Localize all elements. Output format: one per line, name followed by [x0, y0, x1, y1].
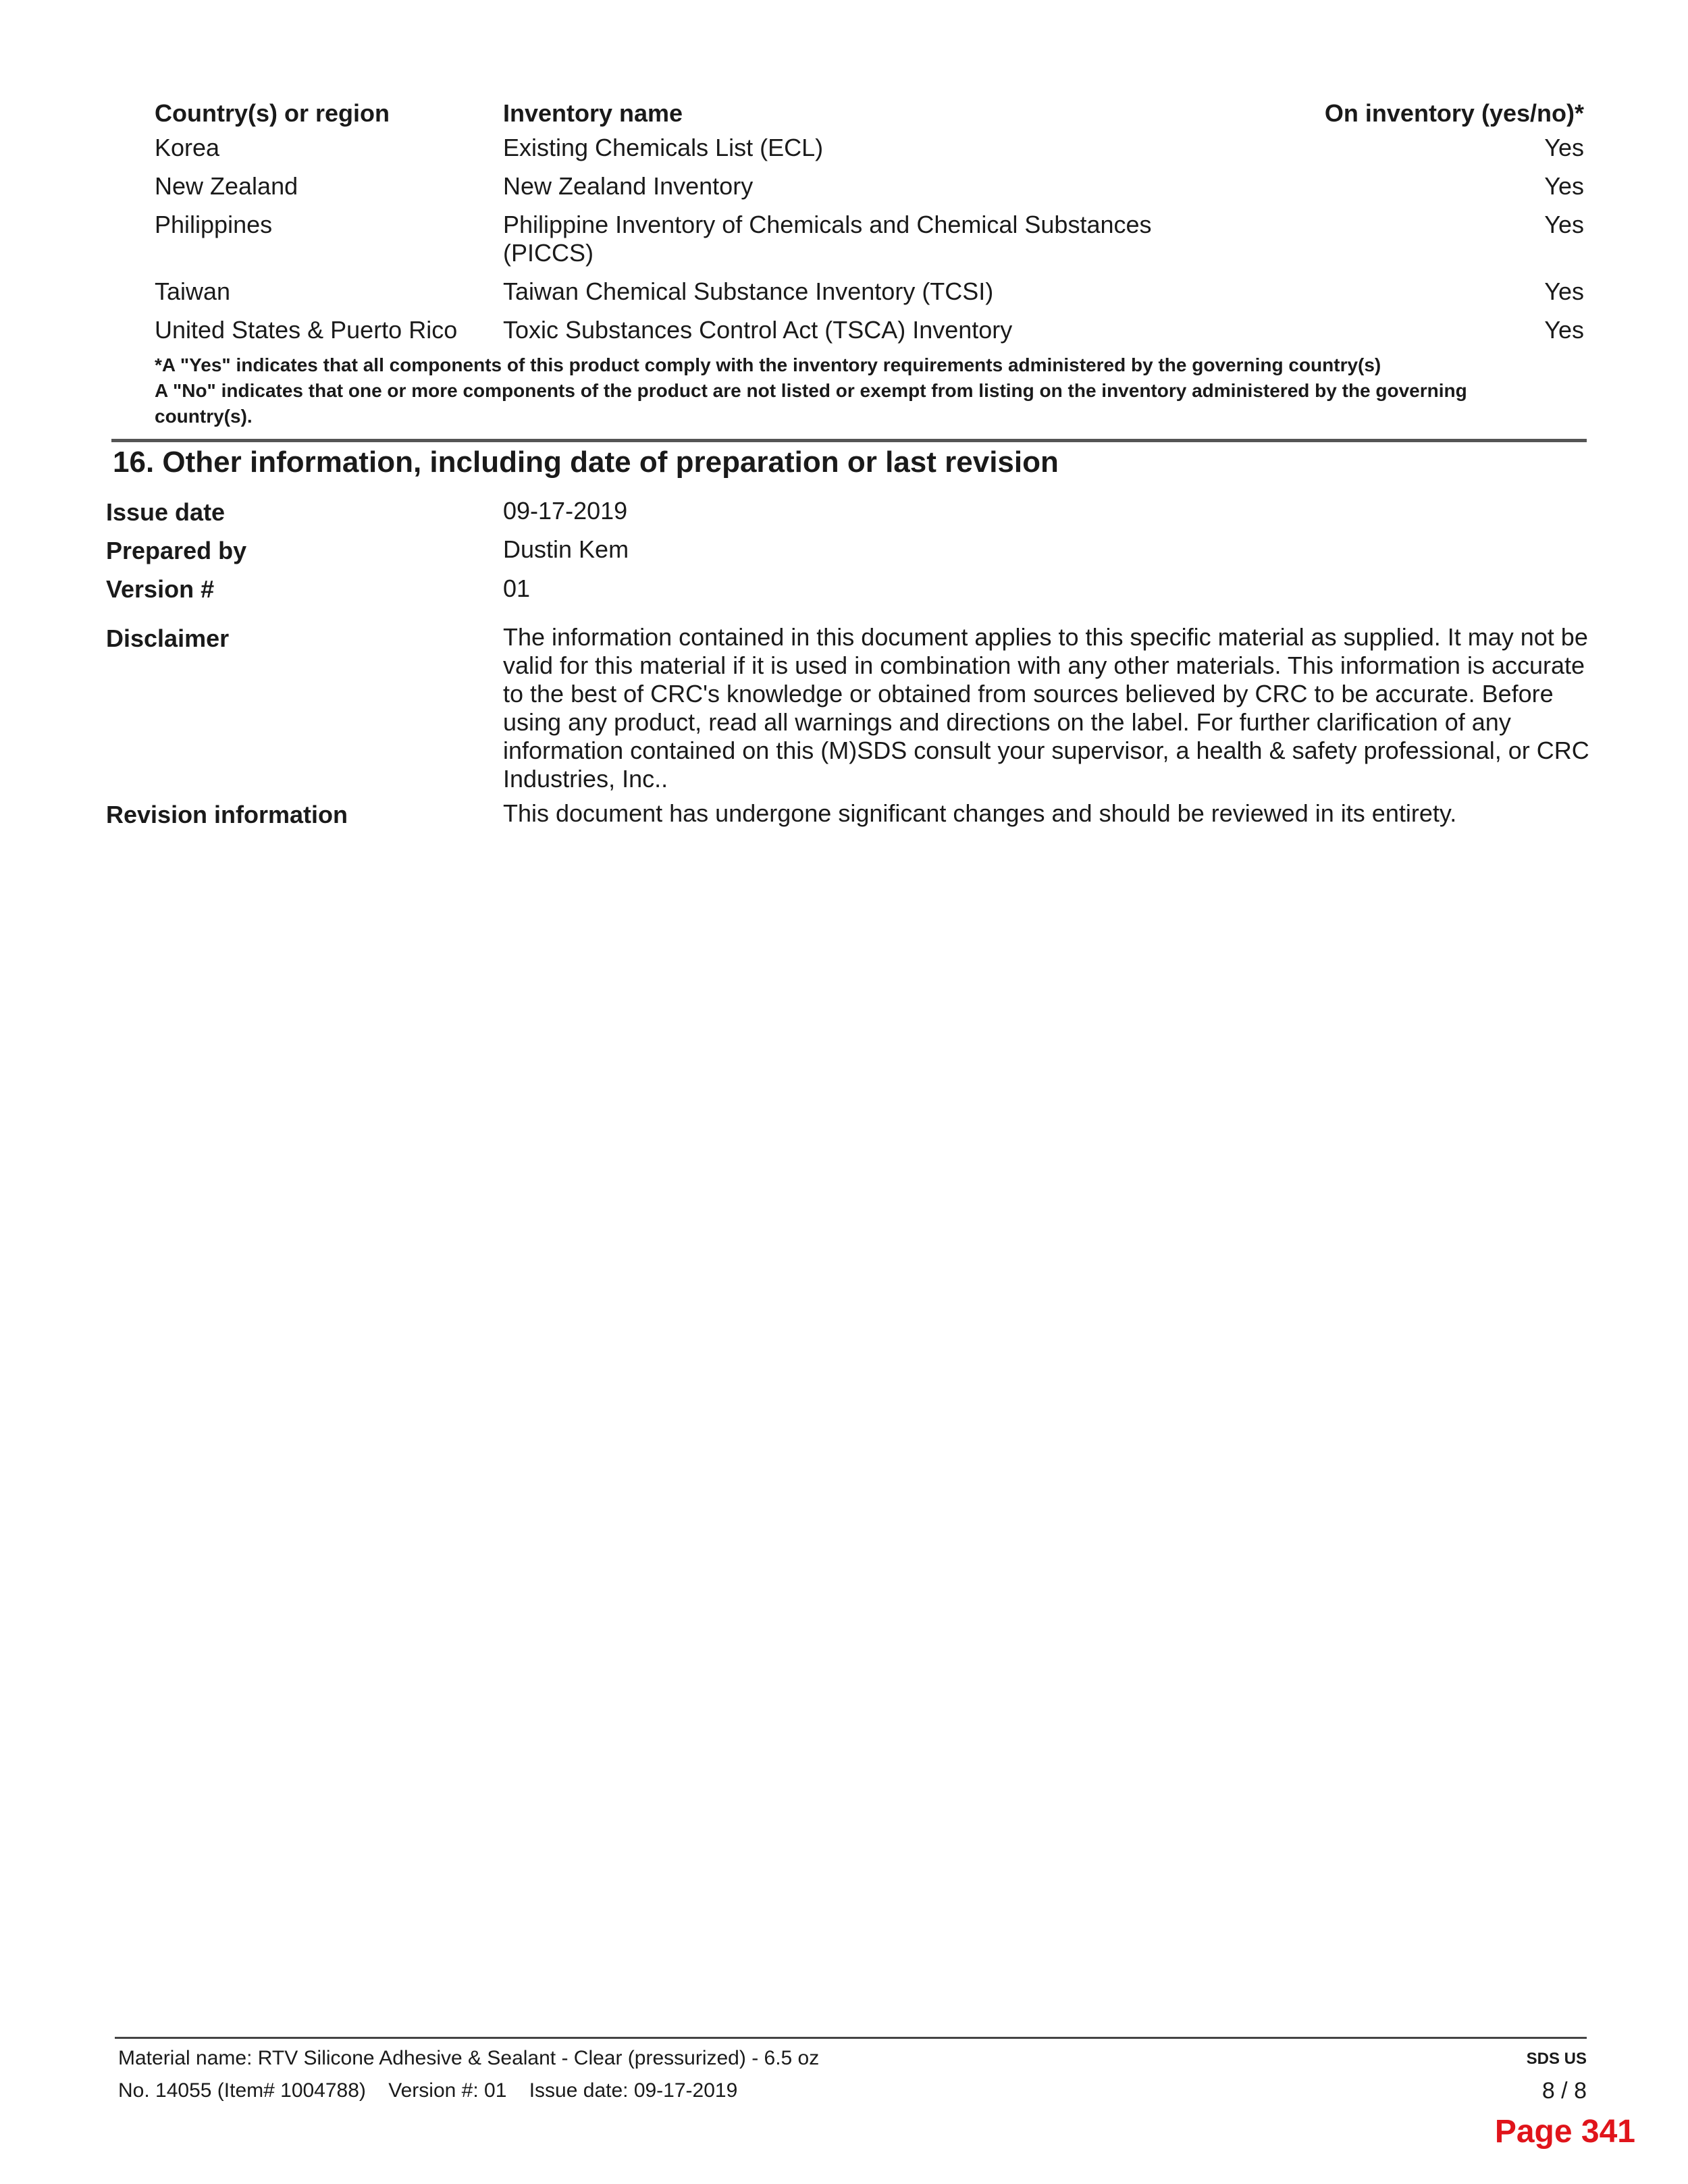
row-inventory-name: New Zealand Inventory — [503, 172, 754, 200]
row-inventory-name: Existing Chemicals List (ECL) — [503, 134, 824, 161]
header-on-inventory: On inventory (yes/no)* — [1324, 99, 1584, 127]
row-country: Philippines — [155, 211, 273, 238]
prepared-by-value: Dustin Kem — [503, 535, 629, 563]
header-country: Country(s) or region — [155, 99, 390, 127]
row-inventory-name: Philippine Inventory of Chemicals and Chemical Substances — [503, 211, 1152, 238]
section-title: 16. Other information, including date of preparation or last revision — [113, 446, 1059, 479]
row-inventory-name: Toxic Substances Control Act (TSCA) Inventory — [503, 316, 1013, 344]
prepared-by-label: Prepared by — [106, 537, 247, 564]
row-on-inventory: Yes — [1544, 172, 1584, 200]
row-on-inventory: Yes — [1544, 211, 1584, 238]
inventory-note-no-continued: country(s). — [155, 406, 253, 427]
footer-page-number: 8 / 8 — [1541, 2078, 1587, 2104]
version-label: Version # — [106, 575, 215, 603]
row-on-inventory: Yes — [1544, 277, 1584, 305]
page-stamp: Page 341 — [1494, 2114, 1635, 2150]
version-value: 01 — [503, 575, 531, 602]
disclaimer-text: The information contained in this document applies to this specific material as supplied. It may not be valid for this material if it is used in combination with any other materials. This information is accurate to the best of CRC's knowledge or obtained from sources believed by CRC to be accurate. Before using any product, read all warnings and directions on the label. For further clarification of any information contained on this (M)SDS consult your supervisor, a health & safety professional, or CRC Industries, Inc.. — [503, 623, 1589, 793]
footer-divider — [115, 2037, 1587, 2039]
header-inventory-name: Inventory name — [503, 99, 683, 127]
inventory-note-no: A "No" indicates that one or more components of the product are not listed or exempt from listing on the inventory administered by the governing — [155, 380, 1467, 401]
footer-sds-label: SDS US — [1526, 2050, 1587, 2068]
row-inventory-name: Taiwan Chemical Substance Inventory (TCSI) — [503, 277, 994, 305]
issue-date-label: Issue date — [106, 498, 226, 526]
row-country: Taiwan — [155, 277, 231, 305]
row-on-inventory: Yes — [1544, 316, 1584, 344]
row-inventory-name-continued: (PICCS) — [503, 239, 594, 267]
revision-info-text: This document has undergone significant changes and should be reviewed in its entirety. — [503, 799, 1457, 827]
issue-date-value: 09-17-2019 — [503, 497, 628, 525]
row-country: New Zealand — [155, 172, 298, 200]
row-country: Korea — [155, 134, 220, 161]
section-divider — [111, 439, 1587, 442]
row-country: United States & Puerto Rico — [155, 316, 458, 344]
inventory-note-yes: *A "Yes" indicates that all components of this product comply with the inventory requirements administered by the governing country(s) — [155, 354, 1381, 375]
revision-info-label: Revision information — [106, 801, 348, 828]
footer-material-name: Material name: RTV Silicone Adhesive & Sealant - Clear (pressurized) - 6.5 oz — [118, 2047, 820, 2069]
disclaimer-label: Disclaimer — [106, 624, 230, 652]
footer-item-line: No. 14055 (Item# 1004788) Version #: 01 Issue date: 09-17-2019 — [118, 2079, 738, 2102]
row-on-inventory: Yes — [1544, 134, 1584, 161]
